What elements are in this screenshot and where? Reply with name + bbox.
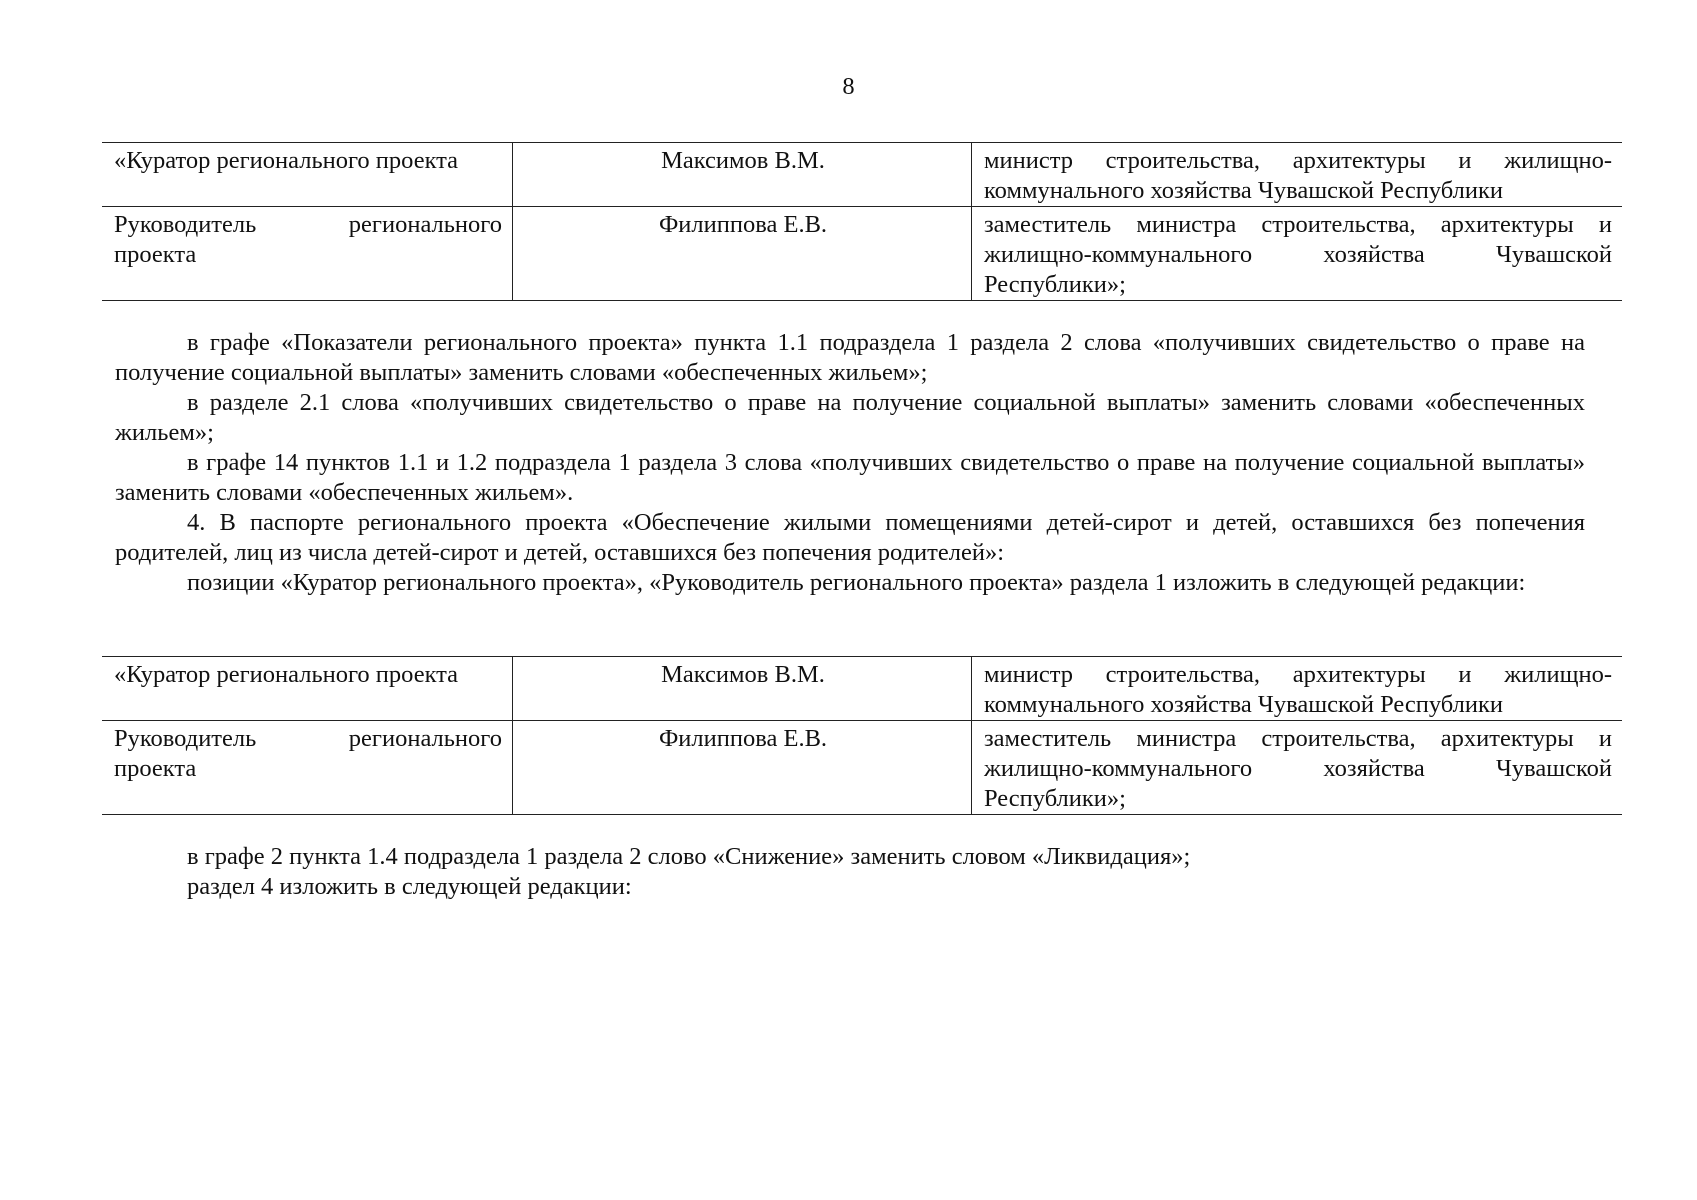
position-cell: министр строительства, архитектуры и жилищно-коммунального хозяйства Чувашской Республики xyxy=(972,657,1623,721)
name-cell: Максимов В.М. xyxy=(513,143,972,207)
project-roles-table-1 xyxy=(102,142,1622,301)
paragraph: в графе 2 пункта 1.4 подраздела 1 раздела 2 слово «Снижение» заменить словом «Ликвидация»; xyxy=(187,843,1191,870)
paragraph: раздел 4 изложить в следующей редакции: xyxy=(187,873,632,900)
role-cell: «Куратор регионального проекта xyxy=(102,143,513,207)
paragraph: в разделе 2.1 слова «получивших свидетельство о праве на получение социальной выплаты» заменить словами «обеспеченных жильем»; xyxy=(115,389,1585,446)
project-roles-table-2 xyxy=(102,656,1622,815)
name-cell: Максимов В.М. xyxy=(513,657,972,721)
position-cell: министр строительства, архитектуры и жилищно-коммунального хозяйства Чувашской Республики xyxy=(972,143,1623,207)
role-cell: «Куратор регионального проекта xyxy=(102,657,513,721)
table-row xyxy=(102,207,1622,301)
paragraph: позиции «Куратор регионального проекта», «Руководитель регионального проекта» раздела 1 изложить в следующей редакции: xyxy=(187,569,1526,596)
role-cell: Руководитель регионального проекта xyxy=(102,721,513,815)
paragraph: в графе 14 пунктов 1.1 и 1.2 подраздела 1 раздела 3 слова «получивших свидетельство о праве на получение социальной выплаты» заменить словами «обеспеченных жильем». xyxy=(115,449,1585,506)
table-row xyxy=(102,657,1622,721)
name-cell: Филиппова Е.В. xyxy=(513,721,972,815)
position-cell: заместитель министра строительства, архитектуры и жилищно-коммунального хозяйства Чувашской Республики»; xyxy=(972,207,1623,301)
table-row xyxy=(102,143,1622,207)
paragraph: 4. В паспорте регионального проекта «Обеспечение жилыми помещениями детей-сирот и детей, оставшихся без попечения родителей, лиц из числа детей-сирот и детей, оставшихся без попечения родителей»: xyxy=(115,509,1585,566)
table-row xyxy=(102,721,1622,815)
paragraph: в графе «Показатели регионального проекта» пункта 1.1 подраздела 1 раздела 2 слова «получивших свидетельство о праве на получение социальной выплаты» заменить словами «обеспеченных жильем»; xyxy=(115,329,1585,386)
page-number: 8 xyxy=(842,73,855,100)
position-cell: заместитель министра строительства, архитектуры и жилищно-коммунального хозяйства Чувашской Республики»; xyxy=(972,721,1623,815)
name-cell: Филиппова Е.В. xyxy=(513,207,972,301)
amendment-text-1 xyxy=(115,328,1585,598)
amendment-text-2 xyxy=(115,842,1585,902)
role-cell: Руководитель регионального проекта xyxy=(102,207,513,301)
